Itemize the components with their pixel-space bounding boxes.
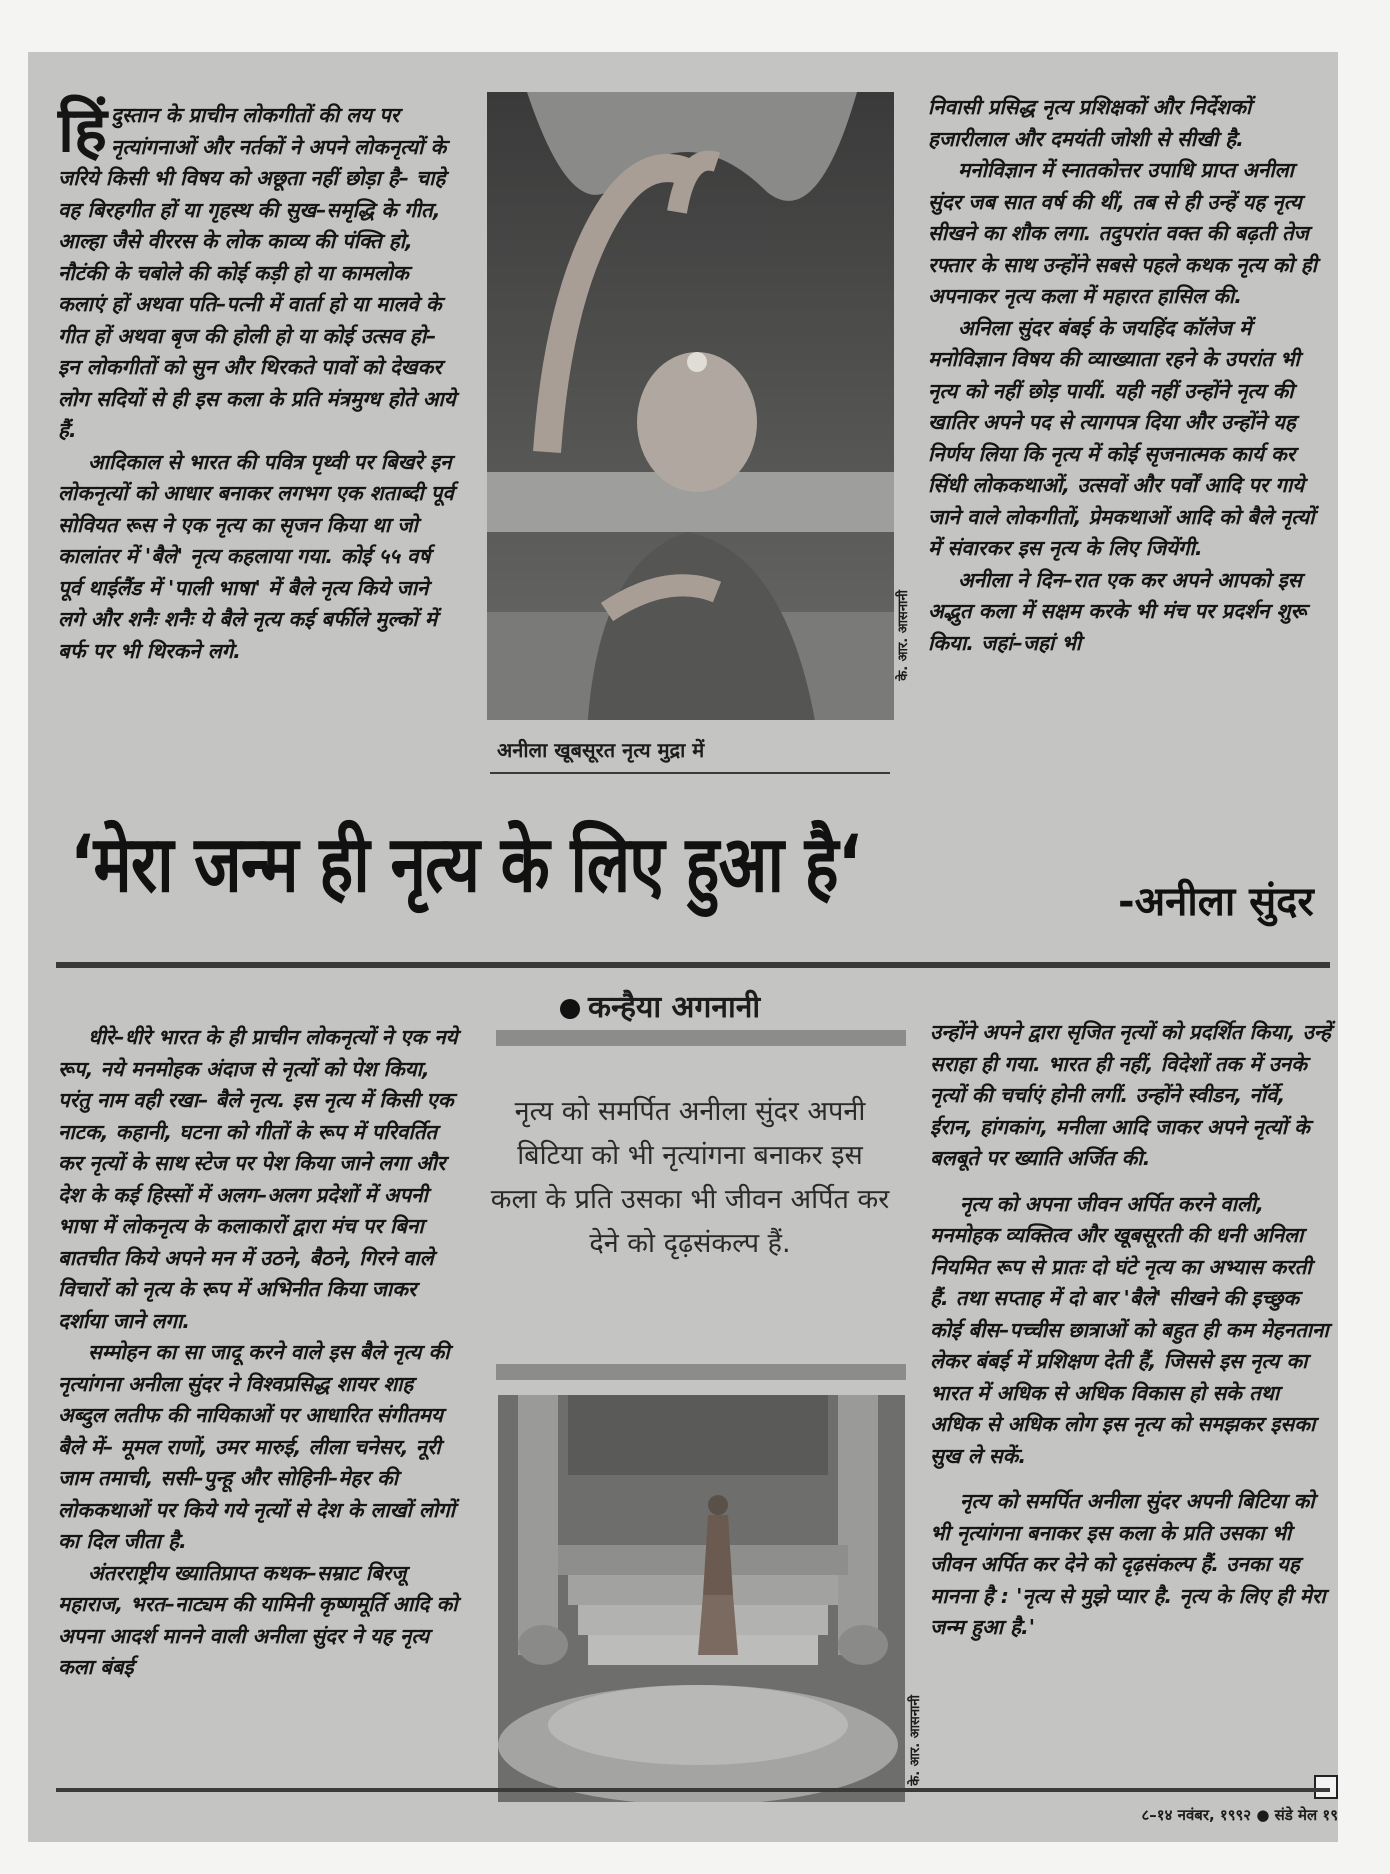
page-footer: ८–१४ नवंबर, १९९२ ● संडे मेल १९ <box>1141 1806 1338 1824</box>
paragraph: दुस्तान के प्राचीन लोकगीतों की लय पर नृत्यांगनाओं और नर्तकों ने अपने लोकनृत्यों के जरिये किसी भी विषय को अछूता नहीं छोड़ा है– चाहे वह बिरहगीत हों या गृहस्थ की सुख–समृद्धि के गीत, आल्हा जैसे वीररस के लोक काव्य की पंक्ति हो, नौटंकी के चबोले की कोई कड़ी हो या कामलोक कलाएं हों अथवा पति–पत्नी में वार्ता हो या मालवे के गीत हों अथवा बृज की होली हो या कोई उत्सव हो– इन लोकगीतों को सुन और थिरकते पावों को देखकर लोग सदियों से ही इस कला के प्रति मंत्रमुग्ध होते आये हैं. <box>58 103 456 442</box>
paragraph: धीरे–धीरे भारत के ही प्राचीन लोकनृत्यों ने एक नये रूप, नये मनमोहक अंदाज से नृत्यों को पेश किया, परंतु नाम वही रखा– बैले नृत्य. इस नृत्य में किसी एक नाटक, कहानी, घटना को गीतों के रूप में परिवर्तित कर नृत्यों के साथ स्टेज पर पेश किया जाने लगा और देश के कई हिस्सों में अलग–अलग प्रदेशों में अपनी भाषा में लोकनृत्य के कलाकारों द्वारा मंच पर बिना बातचीत किये अपने मन में उठने, बैठने, गिरने वाले विचारों को नृत्य के रूप में अभिनीत किया जाकर दर्शाया जाने लगा. <box>58 1025 458 1333</box>
pullquote-bar-top <box>496 1030 906 1046</box>
photo-credit-2: के. आर. आसनानी <box>908 1695 923 1786</box>
headline-attribution: -अनीला सुंदर <box>1118 879 1314 925</box>
corner-box <box>1314 1775 1338 1799</box>
footer-rule <box>56 1788 1330 1792</box>
dancer-photo-2 <box>498 1395 905 1802</box>
photo-credit: के. आर. आसनानी <box>896 590 911 681</box>
headline-rule <box>56 962 1330 968</box>
paragraph: अनीला ने दिन–रात एक कर अपने आपको इस अद्भुत कला में सक्षम करके भी मंच पर प्रदर्शन शुरू किया. जहां–जहां भी <box>928 567 1307 655</box>
paragraph: नृत्य को अपना जीवन अर्पित करने वाली, मनमोहक व्यक्तित्व और खूबसूरती की धनी अनिला नियमित रूप से प्रातः दो घंटे नृत्य का अभ्यास करती हैं. तथा सप्ताह में दो बार 'बैले' सीखने की इच्छुक कोई बीस–पच्चीस छात्राओं को बहुत ही कम मेहनताना लेकर बंबई में प्रशिक्षण देती हैं, जिससे इस नृत्य का भारत में अधिक से अधिक विकास हो सके तथा अधिक से अधिक लोग इस नृत्य को समझकर इसका सुख ले सकें. <box>930 1191 1329 1468</box>
column-3-top <box>928 92 1328 659</box>
pullquote-bar-bottom <box>496 1364 906 1380</box>
dropcap: हिं <box>58 93 107 166</box>
headline: ‘मेरा जन्म ही नृत्य के लिए हुआ है‘ <box>70 820 862 910</box>
column-1-bottom <box>58 1022 466 1684</box>
pullquote: नृत्य को समर्पित अनीला सुंदर अपनी बिटिया को भी नृत्यांगना बनाकर इस कला के प्रति उसका भी जीवन अर्पित कर देने को दृढ़संकल्प हैं. <box>490 1096 890 1259</box>
author-name: कन्हैया अगनानी <box>588 990 761 1025</box>
author-byline <box>560 985 760 1026</box>
paragraph: उन्होंने अपने द्वारा सृजित नृत्यों को प्रदर्शित किया, उन्हें सराहा ही गया. भारत ही नहीं, विदेशों तक में उनके नृत्यों की चर्चाएं होनी लगीं. उन्होंने स्वीडन, नॉर्वे, ईरान, हांगकांग, मनीला आदि जाकर अपने नृत्यों के बलबूते पर ख्याति अर्जित की. <box>930 1020 1331 1170</box>
caption-rule <box>490 772 890 774</box>
column-1-top <box>58 93 458 667</box>
paragraph: अनिला सुंदर बंबई के जयहिंद कॉलेज में मनोविज्ञान विषय की व्याख्याता रहने के उपरांत भी नृत्य को नहीं छोड़ पायीं. यही नहीं उन्होंने नृत्य की खातिर अपने पद से त्यागपत्र दिया और उन्होंने यह निर्णय लिया कि नृत्य में कोई सृजनात्मक कार्य कर सिंधी लोककथाओं, उत्सवों और पर्वों आदि पर गाये जाने वाले लोकगीतों, प्रेमकथाओं आदि को बैले नृत्यों में संवारकर इस नृत्य के लिए जियेंगी. <box>928 315 1315 560</box>
column-3-bottom <box>930 1017 1335 1644</box>
photo-caption: अनीला खूबसूरत नृत्य मुद्रा में <box>497 738 705 762</box>
paragraph: सम्मोहन का सा जादू करने वाले इस बैले नृत्य की नृत्यांगना अनीला सुंदर ने विश्वप्रसिद्ध शायर शाह अब्दुल लतीफ की नायिकाओं पर आधारित संगीतमय बैले में– मूमल राणों, उमर मारुई, लीला चनेसर, नूरी जाम तमाची, ससी–पुन्हू और सोहिनी–मेहर की लोककथाओं पर किये गये नृत्यों से देश के लाखों लोगों का दिल जीता है. <box>58 1340 455 1553</box>
paragraph: आदिकाल से भारत की पवित्र पृथ्वी पर बिखरे इन लोकनृत्यों को आधार बनाकर लगभग एक शताब्दी पूर्व सोवियत रूस ने एक नृत्य का सृजन किया था जो कालांतर में 'बैले' नृत्य कहलाया गया. कोई ५५ वर्ष पूर्व थाईलैंड में 'पाली भाषा' में बैले नृत्य किये जाने लगे और शनैः शनैः ये बैले नृत्य कई बर्फीले मुल्कों में बर्फ पर भी थिरकने लगे. <box>58 449 454 663</box>
bullet-icon <box>560 999 580 1019</box>
paragraph: अंतरराष्ट्रीय ख्यातिप्राप्त कथक–सम्राट बिरजू महाराज, भरत–नाट्यम की यामिनी कृष्णमूर्ति आदि को अपना आदर्श मानने वाली अनीला सुंदर ने यह नृत्य कला बंबई <box>58 1560 458 1679</box>
paragraph: मनोविज्ञान में स्नातकोत्तर उपाधि प्राप्त अनीला सुंदर जब सात वर्ष की थीं, तब से ही उन्हें यह नृत्य सीखने का शौक लगा. तदुपरांत वक्त की बढ़ती तेज रफ्तार के साथ उन्होंने सबसे पहले कथक नृत्य को ही अपनाकर नृत्य कला में महारत हासिल की. <box>928 158 1317 308</box>
dancer-photo-1 <box>487 92 894 720</box>
paragraph: निवासी प्रसिद्ध नृत्य प्रशिक्षकों और निर्देशकों हजारीलाल और दमयंती जोशी से सीखी है. <box>928 95 1252 151</box>
paragraph: नृत्य को समर्पित अनीला सुंदर अपनी बिटिया को भी नृत्यांगना बनाकर इस कला के प्रति उसका भी जीवन अर्पित कर देने को दृढ़संकल्प हैं. उनका यह मानना है : 'नृत्य से मुझे प्यार है. नृत्य के लिए ही मेरा जन्म हुआ है.' <box>930 1489 1326 1639</box>
